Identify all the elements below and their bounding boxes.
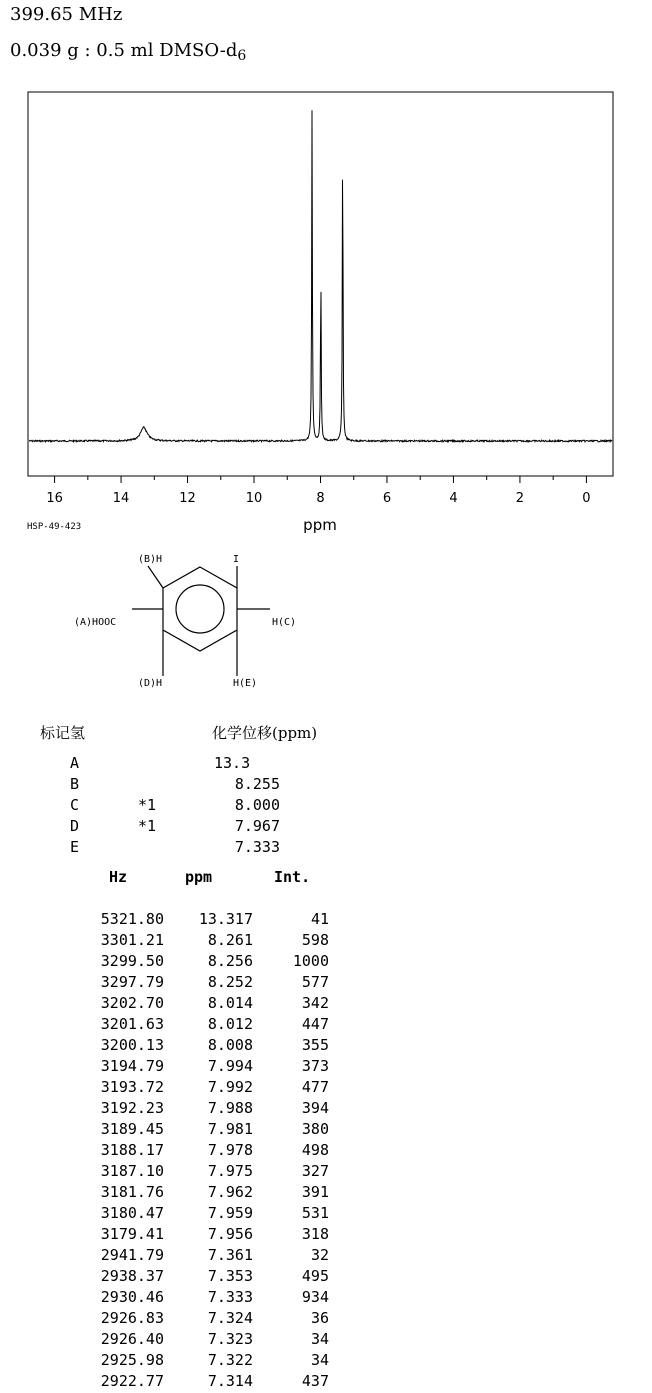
spectrometer-frequency: 399.65 MHz (10, 4, 123, 25)
peak-hz: 3301.21 (100, 931, 164, 949)
peak-ppm: 7.956 (207, 1225, 253, 1243)
x-axis-ticks (46, 476, 590, 506)
assignment-row (70, 817, 330, 838)
peak-intensity: 32 (310, 1246, 329, 1264)
assignment-note: *1 (138, 796, 157, 814)
peak-hz: 3187.10 (100, 1162, 164, 1180)
peak-intensity: 34 (310, 1330, 329, 1348)
peak-intensity: 41 (310, 910, 329, 928)
peak-row (85, 1288, 335, 1309)
peak-table-header (85, 868, 335, 890)
peak-hz: 2926.40 (100, 1330, 164, 1348)
peak-hz: 3297.79 (100, 973, 164, 991)
plot-frame (28, 92, 613, 476)
x-tick-label: 14 (112, 491, 130, 506)
peak-row (85, 1141, 335, 1162)
hydrogen-label: C (70, 796, 80, 814)
peak-ppm: 7.323 (207, 1330, 253, 1348)
hydrogen-label: A (70, 754, 80, 772)
x-tick-label: 8 (316, 491, 325, 506)
peak-hz: 3181.76 (100, 1183, 164, 1201)
x-axis-label: ppm (303, 516, 337, 534)
peak-intensity: 373 (301, 1057, 329, 1075)
peak-row (85, 1267, 335, 1288)
peak-ppm: 7.975 (207, 1162, 253, 1180)
chemical-shift: 7.967 (234, 817, 280, 835)
label-i: I (233, 554, 240, 565)
peak-hz: 2938.37 (100, 1267, 164, 1285)
peak-intensity: 355 (301, 1036, 329, 1054)
label-e: H(E) (233, 678, 258, 689)
peak-table (85, 868, 335, 1393)
shift-column-header: 化学位移(ppm) (212, 724, 318, 742)
peak-row (85, 973, 335, 994)
peak-intensity: 327 (301, 1162, 329, 1180)
chemical-shift: 13.3 (214, 754, 251, 772)
aromatic-circle (176, 585, 224, 633)
peak-ppm: 7.333 (207, 1288, 253, 1306)
peak-hz: 3180.47 (100, 1204, 164, 1222)
peak-intensity: 447 (301, 1015, 329, 1033)
bond-b (148, 566, 163, 588)
label-column-header: 标记氢 (40, 724, 86, 742)
peak-row (85, 1036, 335, 1057)
peak-hz: 3200.13 (100, 1036, 164, 1054)
peak-ppm: 7.994 (207, 1057, 253, 1075)
molecule-structure (60, 548, 320, 698)
peak-row (85, 1015, 335, 1036)
hz-column-header: Hz (109, 868, 128, 886)
int-column-header: Int. (274, 868, 311, 886)
peak-ppm: 7.962 (207, 1183, 253, 1201)
x-tick-label: 2 (515, 491, 525, 506)
x-tick-label: 10 (245, 491, 263, 506)
peak-intensity: 495 (301, 1267, 329, 1285)
sample-text: 0.039 g : 0.5 ml DMSO-d (10, 40, 238, 61)
peak-ppm: 7.322 (207, 1351, 253, 1369)
peak-intensity: 318 (301, 1225, 329, 1243)
peak-ppm: 8.012 (207, 1015, 253, 1033)
peak-intensity: 437 (301, 1372, 329, 1390)
label-d: (D)H (138, 678, 163, 689)
peak-row (85, 1120, 335, 1141)
hydrogen-label: B (70, 775, 80, 793)
peak-row (85, 994, 335, 1015)
chemical-shift: 7.333 (234, 838, 280, 856)
peak-hz: 3299.50 (100, 952, 164, 970)
peak-row (85, 910, 335, 931)
peak-row (85, 1078, 335, 1099)
peak-intensity: 36 (310, 1309, 329, 1327)
peak-ppm: 7.959 (207, 1204, 253, 1222)
peak-ppm: 8.256 (207, 952, 253, 970)
peak-hz: 3192.23 (100, 1099, 164, 1117)
peak-row (85, 1372, 335, 1393)
peak-ppm: 7.361 (207, 1246, 253, 1264)
x-tick-label: 6 (382, 491, 392, 506)
peak-hz: 3194.79 (100, 1057, 164, 1075)
label-a: (A)HOOC (74, 617, 117, 628)
peak-ppm: 7.988 (207, 1099, 253, 1117)
label-b: (B)H (138, 554, 163, 565)
peak-hz: 3193.72 (100, 1078, 164, 1096)
nmr-spectrum-chart (0, 80, 652, 540)
spectrum-trace (29, 110, 612, 442)
peak-row (85, 952, 335, 973)
peak-intensity: 391 (301, 1183, 329, 1201)
peak-row (85, 1057, 335, 1078)
peak-intensity: 394 (301, 1099, 329, 1117)
hydrogen-label: E (70, 838, 80, 856)
peak-ppm: 7.981 (207, 1120, 253, 1138)
peak-ppm: 8.014 (207, 994, 253, 1012)
sample-description (10, 40, 247, 64)
x-tick-label: 4 (449, 491, 458, 506)
peak-row (85, 1099, 335, 1120)
peak-row (85, 1204, 335, 1225)
peak-hz: 2941.79 (100, 1246, 164, 1264)
peak-row (85, 1183, 335, 1204)
peak-row (85, 1351, 335, 1372)
hydrogen-label: D (70, 817, 80, 835)
peak-intensity: 598 (301, 931, 329, 949)
peak-table-body (85, 910, 335, 1393)
ppm-column-header: ppm (185, 868, 213, 886)
peak-intensity: 498 (301, 1141, 329, 1159)
peak-intensity: 934 (301, 1288, 329, 1306)
peak-row (85, 1162, 335, 1183)
sample-subscript: 6 (237, 48, 247, 64)
x-tick-label: 0 (582, 491, 591, 506)
peak-hz: 3202.70 (100, 994, 164, 1012)
peak-row (85, 1246, 335, 1267)
assignment-row (70, 838, 330, 859)
peak-ppm: 13.317 (198, 910, 253, 928)
peak-hz: 2922.77 (100, 1372, 164, 1390)
peak-intensity: 34 (310, 1351, 329, 1369)
peak-intensity: 342 (301, 994, 329, 1012)
chemical-shift: 8.000 (234, 796, 280, 814)
peak-ppm: 7.978 (207, 1141, 253, 1159)
benzene-ring (163, 567, 237, 651)
assignment-table (70, 754, 330, 859)
x-tick-label: 16 (46, 491, 63, 506)
peak-ppm: 8.252 (207, 973, 253, 991)
peak-ppm: 7.324 (207, 1309, 253, 1327)
assignment-row (70, 775, 330, 796)
peak-intensity: 531 (301, 1204, 329, 1222)
peak-row (85, 1309, 335, 1330)
peak-hz: 3189.45 (100, 1120, 164, 1138)
peak-ppm: 7.314 (207, 1372, 253, 1390)
assignment-row (70, 796, 330, 817)
assignment-row (70, 754, 330, 775)
peak-hz: 2926.83 (100, 1309, 164, 1327)
peak-row (85, 1330, 335, 1351)
assignment-note: *1 (138, 817, 157, 835)
peak-hz: 3188.17 (100, 1141, 164, 1159)
chemical-shift: 8.255 (234, 775, 280, 793)
x-tick-label: 12 (179, 491, 196, 506)
peak-hz: 2925.98 (100, 1351, 164, 1369)
spectrum-code: HSP-49-423 (27, 522, 82, 532)
peak-hz: 5321.80 (100, 910, 164, 928)
peak-intensity: 1000 (292, 952, 329, 970)
peak-row (85, 931, 335, 952)
peak-hz: 2930.46 (100, 1288, 164, 1306)
peak-ppm: 7.992 (207, 1078, 253, 1096)
peak-row (85, 1225, 335, 1246)
peak-ppm: 7.353 (207, 1267, 253, 1285)
peak-intensity: 577 (301, 973, 329, 991)
peak-hz: 3179.41 (100, 1225, 164, 1243)
peak-intensity: 477 (301, 1078, 329, 1096)
label-c: H(C) (272, 617, 297, 628)
peak-ppm: 8.008 (207, 1036, 253, 1054)
peak-hz: 3201.63 (100, 1015, 164, 1033)
peak-ppm: 8.261 (207, 931, 253, 949)
peak-intensity: 380 (301, 1120, 329, 1138)
